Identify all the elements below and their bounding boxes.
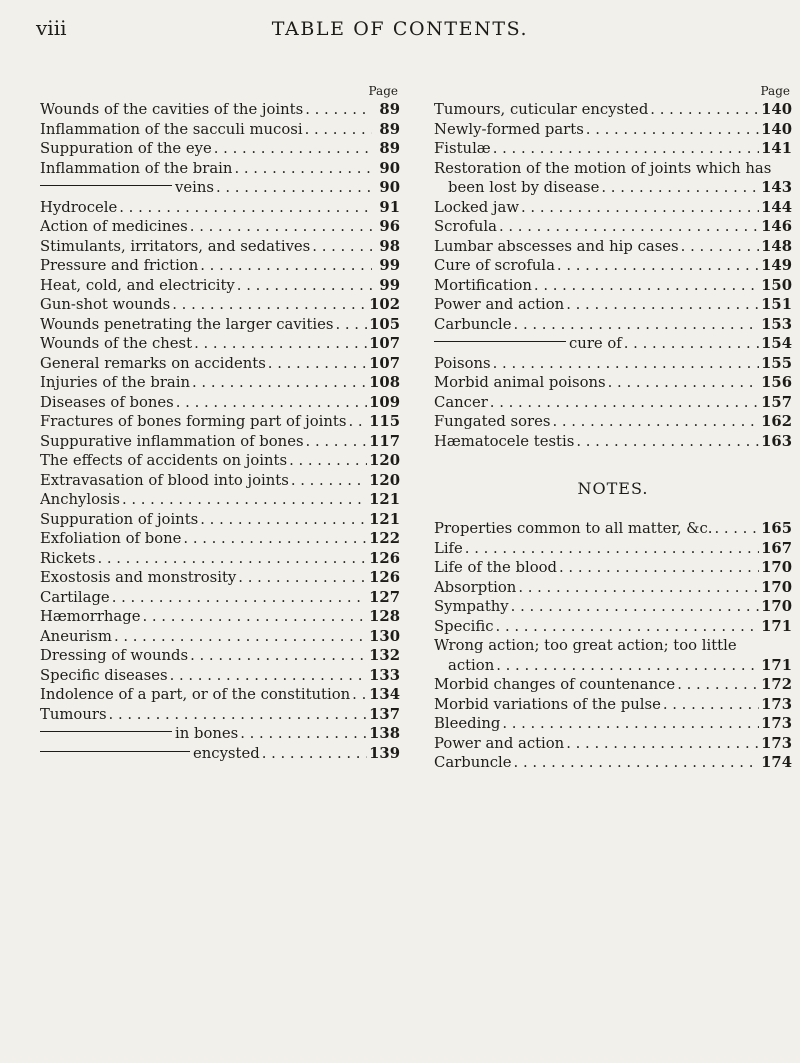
toc-entry [434,100,792,120]
dot-leader [176,393,367,413]
ditto-rule [40,731,172,732]
toc-entry [40,159,400,179]
entry-title: Tumours [40,705,107,723]
entry-title: Pressure and friction [40,257,199,274]
entry-page-number: 121 [369,510,400,528]
entry-title: Anchylosis [40,491,120,508]
entry-page-number: 139 [369,744,400,762]
entry-page-number: 163 [761,432,792,450]
toc-entry [40,237,400,257]
entry-title: Dressing of wounds [40,647,189,664]
notes-entry-list [434,519,792,773]
entry-page-number: 108 [369,374,400,391]
toc-entry [40,607,400,627]
dot-leader [514,753,760,773]
toc-entry [40,412,400,432]
toc-entry [434,656,792,676]
entry-page-number: 156 [761,374,792,391]
entry-page-number: 99 [379,276,400,294]
entry-title: been lost by disease [448,179,600,196]
entry-title: Exfoliation of bone [40,530,182,547]
entry-page-number: 107 [369,354,400,372]
toc-entry [40,724,400,744]
entry-title: cure of [569,335,622,352]
dot-leader [109,705,368,725]
toc-entry [434,695,792,715]
dot-leader [183,529,367,549]
entry-title: Cancer [434,393,488,411]
dot-leader [268,354,367,374]
entry-page-number: 171 [761,617,792,635]
entry-page-number: 122 [369,530,400,547]
entry-page-number: 146 [761,218,792,235]
dot-leader [566,734,759,754]
dot-leader [119,198,372,218]
entry-page-number: 96 [379,218,400,235]
toc-entry [40,549,400,569]
entry-title: Rickets [40,549,96,567]
toc-entry [40,295,400,315]
entry-page-number: 115 [369,413,400,430]
entry-title: Heat, cold, and electricity [40,276,235,294]
dot-leader [514,315,760,335]
dot-leader [234,159,372,179]
entry-title: Wounds of the cavities of the joints [40,101,304,118]
dot-leader [681,237,759,257]
entry-title: action [448,656,495,674]
entry-page-number: 150 [761,276,792,294]
entry-title: Hæmatocele testis [434,432,575,450]
entry-page-number: 132 [369,647,400,664]
page-column-label: Page [760,84,790,98]
page-number: viii [36,16,67,40]
toc-entry [40,685,400,705]
dot-leader [240,724,367,744]
dot-leader [601,178,759,198]
entry-title: in bones [175,725,239,742]
entry-page-number: 167 [761,539,792,557]
toc-entry [40,178,400,198]
ditto-rule [40,751,190,752]
entry-title: Properties common to all matter, &c. [434,520,713,537]
dot-leader [306,432,368,452]
dot-leader [663,695,759,715]
entry-page-number: 165 [761,520,792,537]
dot-leader [305,120,372,140]
dot-leader [552,412,759,432]
entry-page-number: 133 [369,666,400,684]
toc-entry [40,373,400,393]
toc-entry [40,276,400,296]
running-head: TABLE OF CONTENTS. [271,18,529,40]
entry-page-number: 148 [761,237,792,255]
dot-leader [190,217,372,237]
dot-leader [496,617,760,637]
entry-title: Cartilage [40,588,110,606]
toc-entry [40,432,400,452]
entry-title: Wounds of the chest [40,335,193,352]
toc-entry [434,597,792,617]
entry-title: Aneurism [40,627,112,645]
entry-page-number: 89 [379,120,400,138]
toc-entry [40,490,400,510]
toc-entry [40,120,400,140]
dot-leader [305,100,372,120]
toc-entry [40,139,400,159]
toc-entry [40,393,400,413]
entry-page-number: 170 [761,578,792,596]
toc-entry [40,451,400,471]
entry-title: Morbid changes of countenance [434,676,676,693]
entry-title: Suppurative inflammation of bones [40,432,304,450]
entry-title: General remarks on accidents [40,354,266,372]
left-column [40,84,400,763]
entry-title: Sympathy [434,598,509,615]
entry-title: Suppuration of joints [40,510,199,528]
dot-leader [200,256,372,276]
dot-leader [291,471,367,491]
toc-entry [40,646,400,666]
toc-entry [434,334,792,354]
ditto-rule [434,341,566,342]
dot-leader [216,178,372,198]
toc-entry [40,334,400,354]
entry-page-number: 105 [369,315,400,333]
entry-title: Inflammation of the sacculi mucosi [40,120,303,138]
toc-entry [434,256,792,276]
entry-title: Extravasation of blood into joints [40,471,289,489]
dot-leader [348,412,367,432]
entry-page-number: 120 [369,452,400,469]
entry-page-number: 143 [761,179,792,196]
entry-title: Fistulæ [434,140,491,157]
entry-page-number: 117 [369,432,400,450]
dot-leader [237,276,372,296]
entry-title: Wrong action; too great action; too little [434,637,737,654]
dot-leader [190,646,367,666]
entry-page-number: 89 [379,101,400,118]
dot-leader [608,373,759,393]
entry-title: veins [175,179,214,196]
entry-title: Power and action [434,296,565,313]
toc-entry [40,705,400,725]
ditto-rule [40,185,172,186]
entry-page-number: 128 [369,608,400,625]
entry-title: Tumours, cuticular encysted [434,101,649,118]
entry-page-number: 107 [369,335,400,352]
toc-entry [40,256,400,276]
dot-leader [559,558,759,578]
entry-title: Suppuration of the eye [40,140,212,157]
entry-title: Specific [434,617,494,635]
entry-page-number: 171 [761,656,792,674]
dot-leader [493,354,759,374]
notes-heading: NOTES. [577,479,649,498]
entry-page-number: 126 [369,549,400,567]
entry-title: Fungated sores [434,413,551,430]
dot-leader [335,315,367,335]
entry-title: Inflammation of the brain [40,159,233,177]
toc-entry [434,139,792,159]
entry-page-number: 98 [379,237,400,255]
entry-title: Diseases of bones [40,393,174,411]
dot-leader [122,490,367,510]
entry-page-number: 151 [761,296,792,313]
entry-page-number: 137 [369,705,400,723]
entry-title: Bleeding [434,715,501,732]
toc-entry [434,519,792,539]
toc-entry [434,373,792,393]
toc-entry [40,315,400,335]
dot-leader [534,276,759,296]
entry-page-number: 134 [369,686,400,703]
dot-leader [650,100,759,120]
dot-leader [262,744,367,764]
dot-leader [312,237,372,257]
toc-entry [40,198,400,218]
toc-entry [40,568,400,588]
toc-entry [434,120,792,140]
toc-entry [40,100,400,120]
dot-leader [214,139,372,159]
entry-page-number: 140 [761,101,792,118]
toc-entry [434,237,792,257]
entry-title: Poisons [434,354,491,372]
toc-entry [434,714,792,734]
entry-page-number: 153 [761,315,792,333]
toc-entry [40,588,400,608]
entry-page-number: 90 [379,179,400,196]
entry-page-number: 173 [761,715,792,732]
entry-page-number: 89 [379,140,400,157]
entry-page-number: 138 [369,725,400,742]
dot-leader [624,334,759,354]
entry-page-number: 121 [369,491,400,508]
dot-leader [518,578,759,598]
entry-page-number: 144 [761,198,792,216]
entry-title: Morbid animal poisons [434,374,606,391]
toc-entry [434,539,792,559]
right-entry-list [434,100,792,451]
toc-entry [434,315,792,335]
entry-title: Action of medicines [40,218,188,235]
toc-entry [434,734,792,754]
entry-title: Morbid variations of the pulse [434,695,661,713]
dot-leader [112,588,367,608]
entry-page-number: 109 [369,393,400,411]
toc-entry [40,217,400,237]
toc-entry [434,354,792,374]
dot-leader [97,549,367,569]
dot-leader [352,685,367,705]
entry-page-number: 130 [369,627,400,645]
dot-leader [493,139,759,159]
entry-title: encysted [193,744,260,762]
entry-title: Hæmorrhage [40,608,141,625]
toc-entry [40,354,400,374]
dot-leader [194,334,367,354]
entry-title: Exostosis and monstrosity [40,569,237,586]
dot-leader [289,451,367,471]
entry-title: Gun-shot wounds [40,296,171,313]
dot-leader [200,510,367,530]
entry-title: Stimulants, irritators, and sedatives [40,237,311,255]
entry-title: Carbuncle [434,315,512,333]
page-column-label: Page [368,84,398,98]
entry-title: Absorption [434,578,517,596]
entry-title: Mortification [434,276,532,294]
entry-page-number: 102 [369,296,400,313]
entry-page-number: 141 [761,140,792,157]
toc-entry [40,471,400,491]
toc-entry [40,627,400,647]
entry-page-number: 140 [761,120,792,138]
entry-title: Newly-formed parts [434,120,584,138]
entry-page-number: 173 [761,734,792,752]
entry-page-number: 157 [761,393,792,411]
dot-leader [170,666,368,686]
toc-entry [434,217,792,237]
entry-page-number: 120 [369,471,400,489]
toc-entry [40,666,400,686]
entry-title: Power and action [434,734,565,752]
entry-title: Cure of scrofula [434,257,555,274]
entry-page-number: 127 [369,588,400,606]
entry-title: Fractures of bones forming part of joints [40,413,347,430]
entry-page-number: 170 [761,598,792,615]
dot-leader [496,656,759,676]
entry-page-number: 174 [761,754,792,771]
toc-entry [434,393,792,413]
dot-leader [586,120,759,140]
dot-leader [192,373,367,393]
toc-entry [434,178,792,198]
dot-leader [490,393,759,413]
toc-entry [434,295,792,315]
entry-page-number: 149 [761,257,792,274]
entry-title: Specific diseases [40,666,168,684]
dot-leader [172,295,367,315]
toc-entry [434,198,792,218]
dot-leader [502,714,759,734]
left-entry-list [40,100,400,763]
entry-page-number: 90 [379,159,400,177]
entry-title: Scrofula [434,218,497,235]
dot-leader [114,627,367,647]
toc-entry [40,510,400,530]
dot-leader [566,295,759,315]
toc-entry [40,529,400,549]
toc-entry [40,744,400,764]
dot-leader [465,539,759,559]
entry-title: Life [434,539,463,557]
entry-page-number: 162 [761,413,792,430]
dot-leader [521,198,759,218]
toc-entry [434,675,792,695]
dot-leader [714,519,759,539]
entry-page-number: 99 [379,257,400,274]
entry-page-number: 173 [761,695,792,713]
entry-page-number: 91 [379,198,400,216]
entry-title: Lumbar abscesses and hip cases [434,237,679,255]
entry-page-number: 170 [761,559,792,576]
entry-title: Indolence of a part, or of the constitution [40,686,351,703]
dot-leader [238,568,367,588]
dot-leader [677,675,759,695]
toc-entry [434,753,792,773]
dot-leader [499,217,759,237]
toc-entry [434,636,792,656]
dot-leader [142,607,367,627]
entry-title: Injuries of the brain [40,374,191,391]
toc-entry [434,412,792,432]
toc-entry [434,578,792,598]
entry-title: The effects of accidents on joints [40,452,288,469]
entry-page-number: 154 [761,335,792,352]
entry-title: Wounds penetrating the larger cavities [40,315,334,333]
dot-leader [576,432,759,452]
right-column [434,84,792,773]
entry-page-number: 155 [761,354,792,372]
toc-entry [434,617,792,637]
entry-title: Carbuncle [434,754,512,771]
entry-page-number: 126 [369,569,400,586]
entry-page-number: 172 [761,676,792,693]
entry-title: Restoration of the motion of joints which has [434,159,772,177]
entry-title: Locked jaw [434,198,519,216]
dot-leader [557,256,759,276]
toc-entry [434,558,792,578]
toc-entry [434,276,792,296]
toc-entry [434,159,792,179]
entry-title: Life of the blood [434,559,558,576]
dot-leader [511,597,759,617]
toc-entry [434,432,792,452]
entry-title: Hydrocele [40,198,118,216]
